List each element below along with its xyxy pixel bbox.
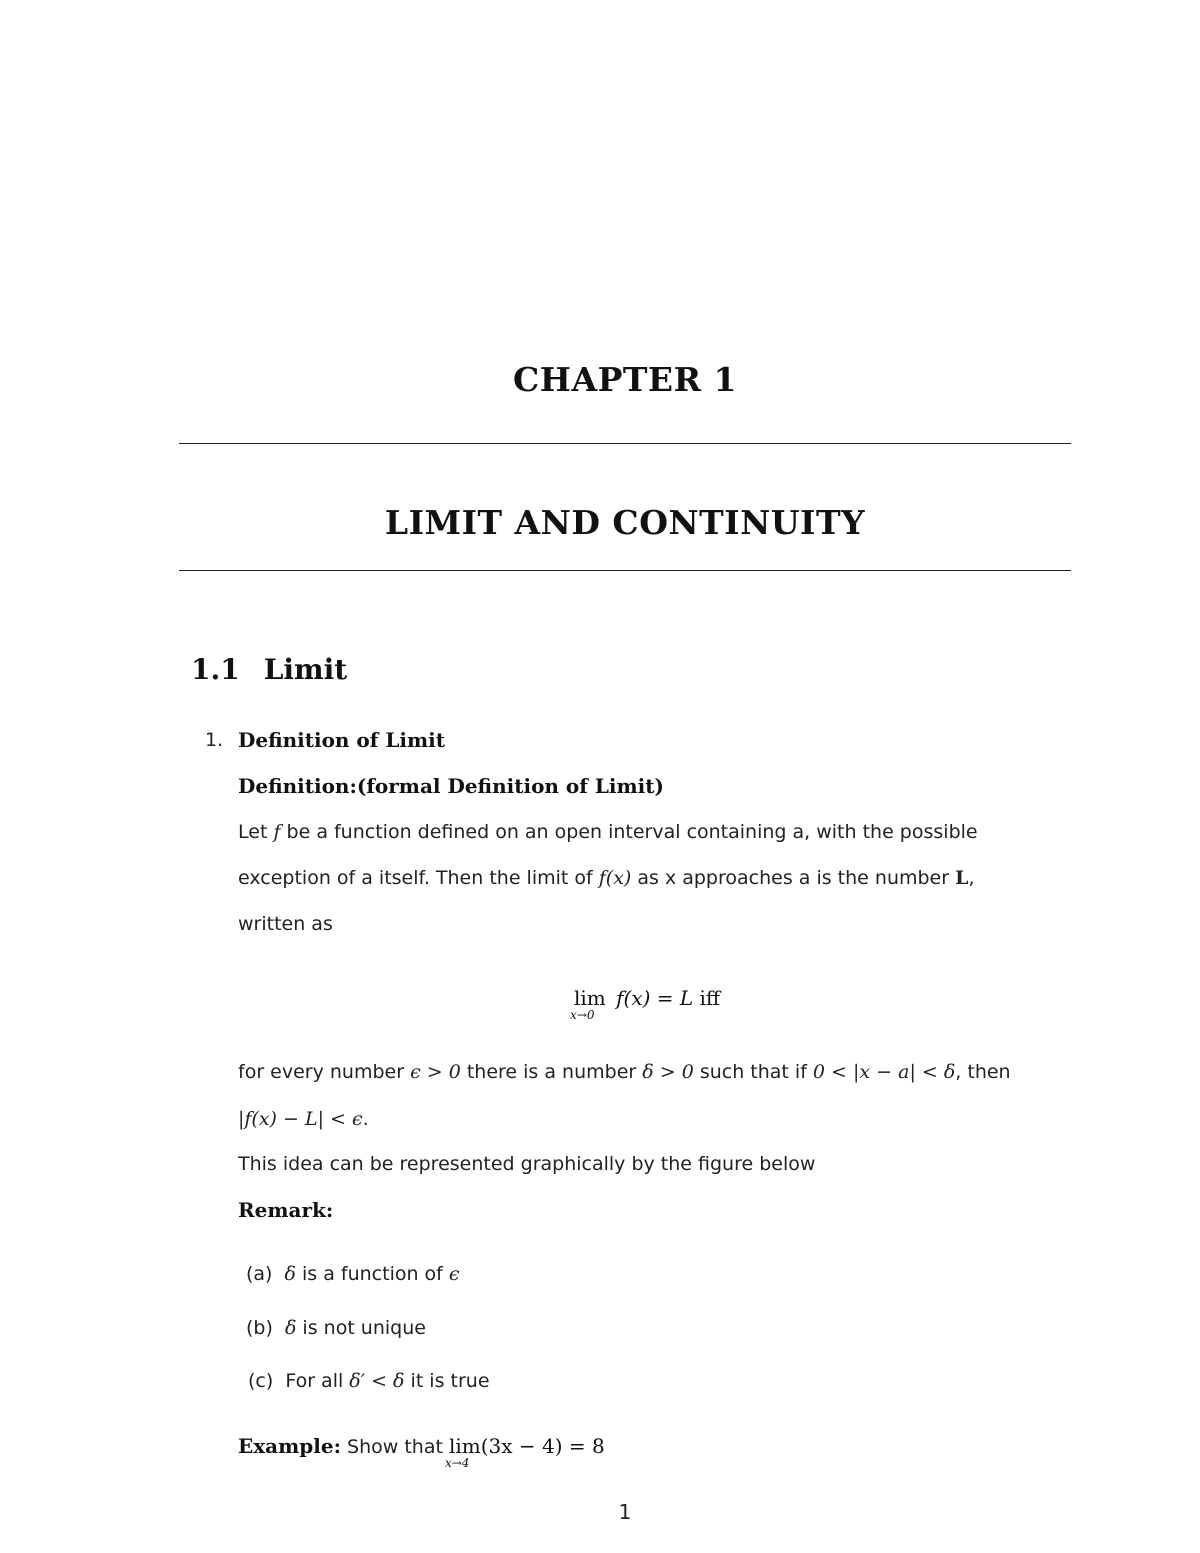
list-marker-1: 1. xyxy=(205,729,224,751)
remark-marker: (a) xyxy=(246,1263,273,1285)
definition-line-3: written as xyxy=(238,913,333,935)
lim-text: lim xyxy=(574,986,606,1010)
text-span: . xyxy=(362,1108,369,1130)
example-label: Example: xyxy=(238,1434,341,1458)
remark-item-c xyxy=(248,1370,490,1392)
example-expression: (3x − 4) = 8 xyxy=(480,1434,605,1458)
text-span: for every number xyxy=(238,1061,411,1083)
remark-item-a xyxy=(246,1263,460,1285)
section-heading xyxy=(191,653,347,686)
text-span: it is true xyxy=(404,1370,490,1392)
lim-text: lim xyxy=(448,1434,481,1458)
math-epsilon-condition: |f(x) − L| < ϵ xyxy=(238,1108,363,1130)
definition-heading xyxy=(238,774,664,798)
text-span: is a function of xyxy=(295,1263,449,1285)
divider-bottom xyxy=(179,570,1071,571)
page-number: 1 xyxy=(618,1500,632,1524)
remark-item-b xyxy=(246,1317,426,1339)
math-L: L xyxy=(955,867,969,889)
remark-marker: (b) xyxy=(246,1317,273,1339)
lim-subscript: x→0 xyxy=(570,1008,595,1022)
text-span: such that if xyxy=(693,1061,813,1083)
section-number: 1.1 xyxy=(191,653,240,686)
math-epsilon: ϵ xyxy=(448,1263,460,1285)
math-delta: δ xyxy=(284,1263,296,1285)
text-span: exception of a itself. Then the limit of xyxy=(238,867,599,889)
definition-line-1 xyxy=(238,821,978,843)
chapter-label: CHAPTER 1 xyxy=(513,360,737,399)
math-epsilon-gt-zero: ϵ > 0 xyxy=(410,1061,461,1083)
definition-line-2 xyxy=(238,867,975,889)
definition-line-4 xyxy=(238,1061,1011,1083)
display-expression: f(x) = L xyxy=(616,986,694,1010)
definition-paren: (formal Definition of Limit) xyxy=(356,774,664,798)
definition-line-5 xyxy=(238,1108,369,1130)
text-span: be a function defined on an open interval containing a, with the possible xyxy=(280,821,978,843)
text-span: For all xyxy=(285,1370,350,1392)
math-delta: δ xyxy=(284,1317,297,1339)
iff-text: iff xyxy=(693,986,721,1010)
math-delta-condition: 0 < |x − a| < δ xyxy=(812,1061,956,1083)
lim-subscript: x→4 xyxy=(444,1456,470,1470)
text-span: as x approaches a is the number xyxy=(631,867,956,889)
text-span: , then xyxy=(955,1061,1011,1083)
remark-heading: Remark: xyxy=(238,1198,334,1222)
example-line xyxy=(238,1434,605,1470)
text-span: there is a number xyxy=(460,1061,643,1083)
list-heading-definition-of-limit: Definition of Limit xyxy=(238,728,445,752)
definition-label: Definition: xyxy=(238,774,357,798)
text-span: , xyxy=(968,867,975,889)
text-span: Show that xyxy=(340,1436,449,1458)
limit-operator xyxy=(444,1434,481,1470)
divider-top xyxy=(179,443,1071,444)
text-span: Let xyxy=(238,821,274,843)
chapter-title: LIMIT AND CONTINUITY xyxy=(384,503,866,542)
section-title: Limit xyxy=(263,653,348,686)
text-span: is not unique xyxy=(296,1317,426,1339)
definition-line-6: This idea can be represented graphically by the figure below xyxy=(238,1153,816,1175)
remark-marker: (c) xyxy=(248,1370,274,1392)
limit-operator xyxy=(570,986,606,1022)
display-equation xyxy=(570,986,721,1022)
math-delta-prime: δ′ < δ xyxy=(349,1370,405,1392)
math-fx: f(x) xyxy=(598,867,632,889)
math-f: f xyxy=(273,821,281,843)
math-delta-gt-zero: δ > 0 xyxy=(642,1061,694,1083)
